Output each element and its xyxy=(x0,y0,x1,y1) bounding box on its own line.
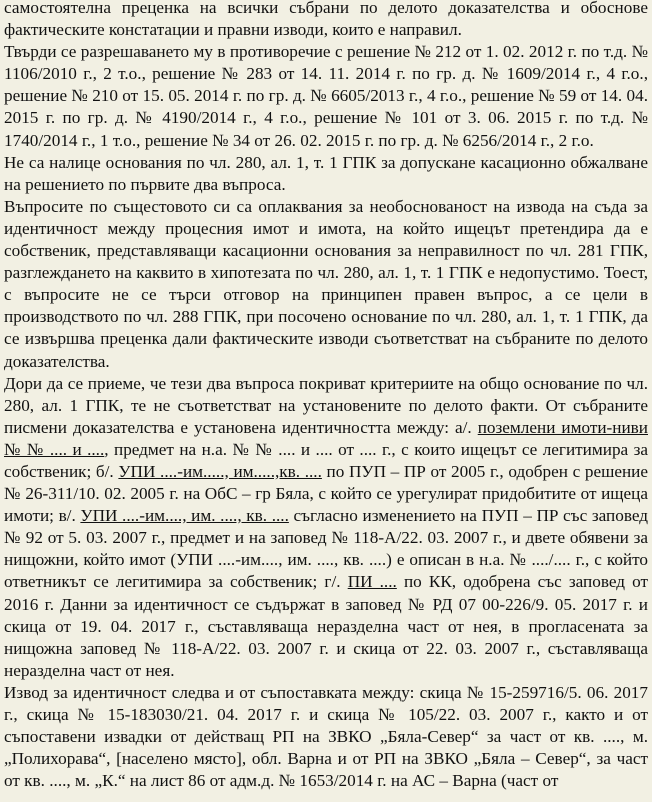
paragraph-identity-evidence xyxy=(4,373,648,682)
paragraph-intro xyxy=(4,0,648,41)
text-segment: Дори да се приеме, че тези два въпроса покриват критериите на общо основание по чл. 280, ал. 1 ГПК, те не съответстват на установените по делото факти. От събраните писмени доказателства е установена идентичността между: а/. xyxy=(4,373,648,437)
text-segment: Не са налице основания по чл. 280, ал. 1, т. 1 ГПК за допускане касационно обжалване на решението по първите два въпроса. xyxy=(4,152,648,194)
text-segment: по ПУП – ПР от 2005 г., одобрен с решение № 26-311/10. 02. 2005 г. на ОбС – гр Бяла, с който се урегулират придобитите от ищеца имоти; в/. xyxy=(4,461,649,526)
underlined-property-reference: поземлени имоти-ниви № № .... и .... xyxy=(4,417,648,459)
text-segment: съгласно изменението на ПУП – ПР със заповед № 92 от 5. 03. 2007 г., предмет и на заповед № 118-А/22. 03. 2007 г., и двете обявени за нищожни, който имот (УПИ ....-им...., им. ...., кв. ....) е описан в н.а. № ..../.... г., с който ответникът се легитимира за собственик; г/. xyxy=(4,506,648,592)
paragraph-identity-conclusion xyxy=(4,682,648,792)
text-segment: самостоятелна преценка на всички събрани по делото доказателства и обоснове фактическите констатации и правни изводи, които е направил. xyxy=(4,0,648,40)
text-segment: , предмет на н.а. № № .... и .... от .... г., с които ищецът се легитимира за собственик; б/. xyxy=(4,439,648,481)
text-segment: Въпросите по същестовото си са оплаквания за необоснованост на извода на съда за идентичност между процесния имот и имота, на който ищецът претендира да е собственик, представляващи касационни основания за неправилност по чл. 281 ГПК, разглеждането на каквито в хипотезата по чл. 280, ал. 1, т. 1 ГПК е недопустимо. Тоест, с въпросите не се търси отговор на принципен правен въпрос, а се цели в производството по чл. 288 ГПК, при посочено основание по чл. 280, ал. 1, т. 1 ГПК, да се извършва преценка дали фактическите изводи съответстват на събраните по делото доказателства. xyxy=(4,196,648,371)
text-segment: по КК, одобрена със заповед от 2016 г. Данни за идентичност се съдържат в заповед № РД 07 00-226/9. 05. 2017 г. и скица от 19. 04. 2017 г., съставляваща неразделна част от нея, в прогласената за нищожна заповед № 118-А/22. 03. 2007 г. и скица от 22. 03. 2007 г., съставляваща неразделна част от нея. xyxy=(4,572,648,680)
underlined-property-reference: УПИ ....-им....., им.....,кв. .... xyxy=(118,461,322,481)
paragraph-questions-analysis xyxy=(4,196,648,373)
underlined-property-reference: УПИ ....-им...., им. ...., кв. .... xyxy=(80,506,289,526)
paragraph-no-grounds xyxy=(4,152,648,196)
underlined-property-reference: ПИ .... xyxy=(347,572,397,592)
paragraph-cited-decisions xyxy=(4,41,648,151)
text-segment: Извод за идентичност следва и от съпоставката между: скица № 15-259716/5. 06. 2017 г., скица № 15-183030/21. 04. 2017 г. и скица № 105/22. 03. 2007 г., както и от съпоставени извадки от действащ РП на ЗВКО „Бяла-Север“ за част от кв. ...., м. „Полихорава“, [населено място], обл. Варна и от РП на ЗВКО „Бяла – Север“, за част от кв. ...., м. „К.“ на лист 86 от адм.д. № 1653/2014 г. на АС – Варна (част от xyxy=(4,682,648,791)
text-segment: Твърди се разрешаването му в противоречие с решение № 212 от 1. 02. 2012 г. по т.д. № 1106/2010 г., 2 т.о., решение № 283 от 14. 11. 2014 г. по гр. д. № 1609/2014 г., 4 г.о., решение № 210 от 15. 05. 2014 г. по гр. д. № 6605/2013 г., 4 г.о., решение № 59 от 14. 04. 2015 г. по гр. д. № 4190/2014 г., 4 г.о., решение № 101 от 3. 06. 2015 г. по т.д. № 1740/2014 г., 1 т.о., решение № 34 от 26. 02. 2015 г. по гр. д. № 6256/2014 г., 2 г.о. xyxy=(4,42,648,150)
